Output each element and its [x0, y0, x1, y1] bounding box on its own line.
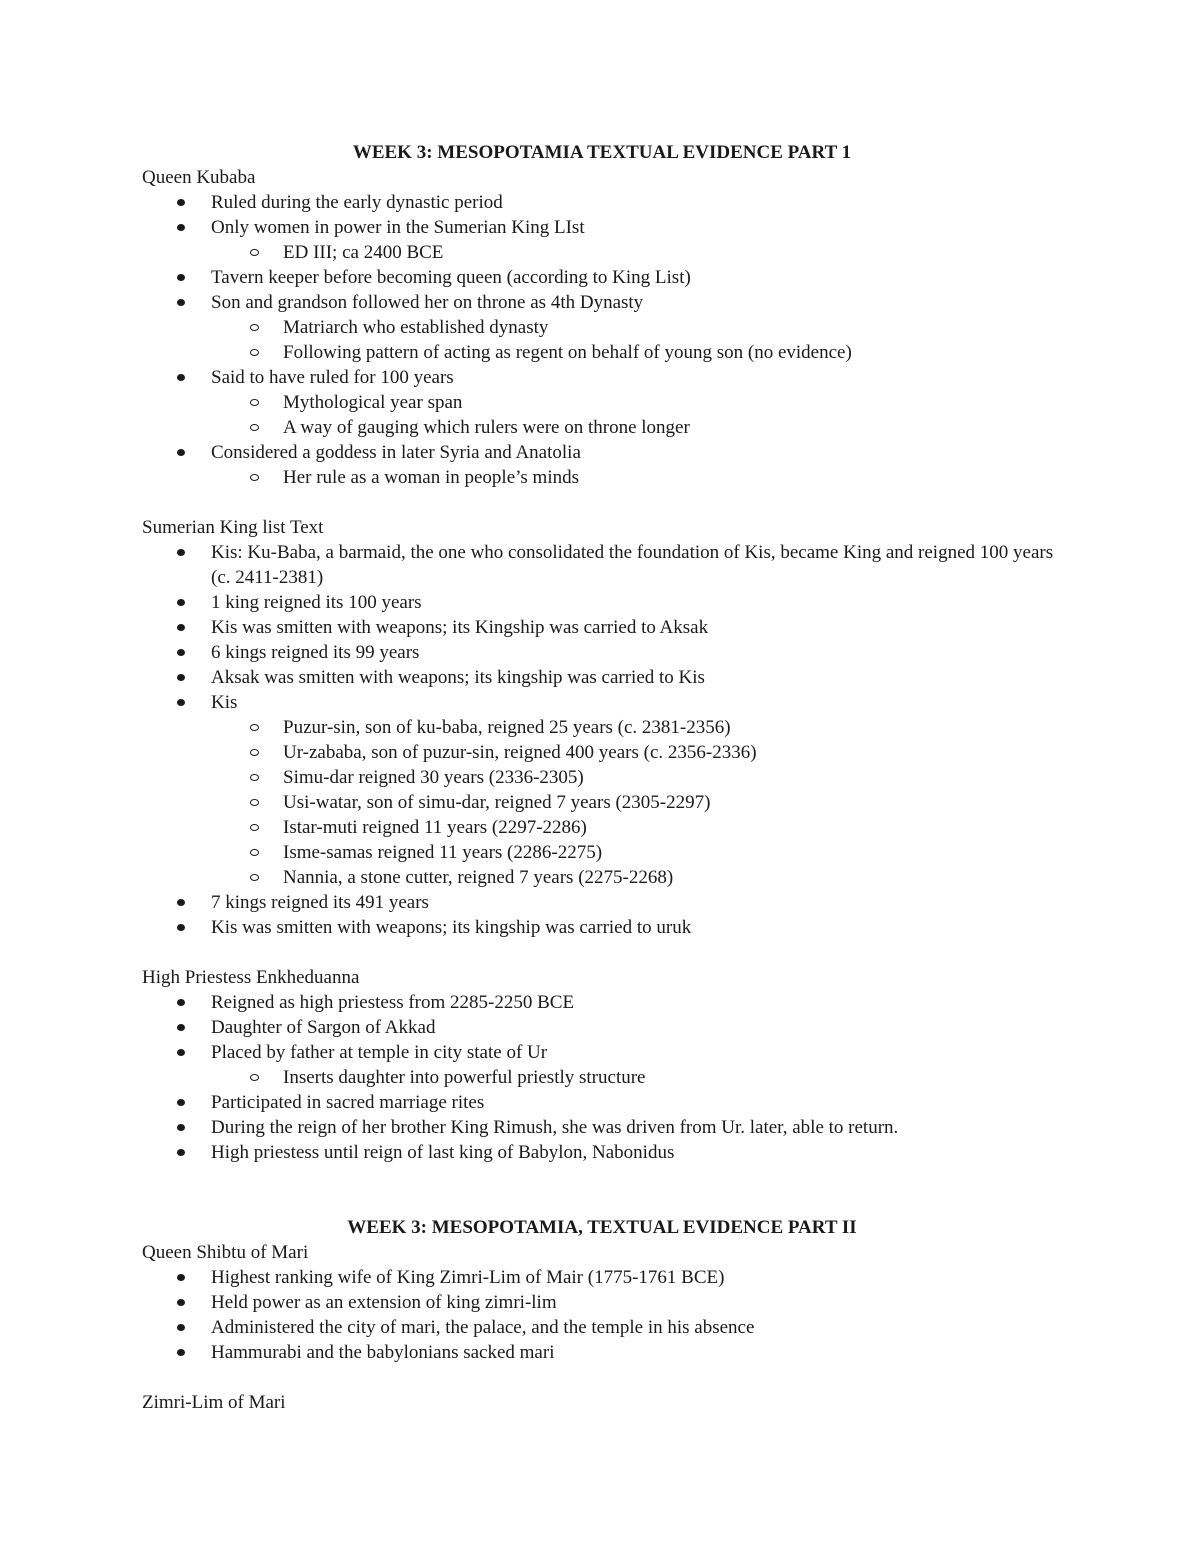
bullet-dot-icon [177, 449, 185, 456]
bullet-dot-icon [177, 1299, 185, 1306]
list-item [142, 590, 1062, 615]
list-item [142, 915, 1062, 940]
list-item [142, 890, 1062, 915]
bullet-list-kubaba [142, 190, 1062, 490]
bullet-circle-icon [250, 474, 259, 481]
bullet-dot-icon [177, 224, 185, 231]
bullet-circle-icon [250, 824, 259, 831]
list-item [142, 665, 1062, 690]
bullet-circle-icon [250, 774, 259, 781]
bullet-list-enkheduanna [142, 990, 1062, 1165]
list-item-text: Kis was smitten with weapons; its kingship was carried to uruk [211, 917, 692, 938]
bullet-dot-icon [177, 1124, 185, 1131]
bullet-dot-icon [177, 674, 185, 681]
list-item [142, 440, 1062, 490]
sub-list-item [142, 865, 1062, 890]
spacer [142, 1165, 1062, 1215]
sub-list-item [142, 815, 1062, 840]
list-item-text: Highest ranking wife of King Zimri-Lim of Mair (1775-1761 BCE) [211, 1267, 725, 1288]
sub-list-item [142, 1065, 1062, 1090]
bullet-circle-icon [250, 399, 259, 406]
bullet-circle-icon [250, 324, 259, 331]
spacer [142, 940, 1062, 965]
list-item [142, 540, 1062, 590]
sub-list-item-text: Istar-muti reigned 11 years (2297-2286) [283, 817, 587, 838]
list-item-text: Reigned as high priestess from 2285-2250 BCE [211, 992, 575, 1013]
list-item [142, 1340, 1062, 1365]
bullet-dot-icon [177, 374, 185, 381]
bullet-dot-icon [177, 649, 185, 656]
bullet-dot-icon [177, 599, 185, 606]
sub-list-item-text: ED III; ca 2400 BCE [283, 242, 444, 263]
list-item [142, 1090, 1062, 1115]
bullet-circle-icon [250, 724, 259, 731]
bullet-dot-icon [177, 1149, 185, 1156]
spacer [142, 490, 1062, 515]
list-item-text: Tavern keeper before becoming queen (according to King List) [211, 267, 691, 288]
bullet-dot-icon [177, 924, 185, 931]
sub-bullet-list [211, 715, 1062, 890]
list-item [142, 190, 1062, 215]
bullet-dot-icon [177, 1274, 185, 1281]
bullet-dot-icon [177, 1099, 185, 1106]
list-item-text: Son and grandson followed her on throne as 4th Dynasty [211, 292, 644, 313]
list-item-text: Hammurabi and the babylonians sacked mari [211, 1342, 555, 1363]
list-item-text: Aksak was smitten with weapons; its kingship was carried to Kis [211, 667, 705, 688]
list-item [142, 1040, 1062, 1090]
list-item [142, 640, 1062, 665]
sub-list-item-text: Following pattern of acting as regent on behalf of young son (no evidence) [283, 342, 852, 363]
bullet-dot-icon [177, 274, 185, 281]
sub-list-item [142, 340, 1062, 365]
list-item-text: 1 king reigned its 100 years [211, 592, 422, 613]
sub-list-item-text: Simu-dar reigned 30 years (2336-2305) [283, 767, 584, 788]
bullet-circle-icon [250, 749, 259, 756]
list-item-text: Ruled during the early dynastic period [211, 192, 503, 213]
list-item-text: Only women in power in the Sumerian King LIst [211, 217, 585, 238]
list-item [142, 990, 1062, 1015]
list-item-text: Administered the city of mari, the palace, and the temple in his absence [211, 1317, 755, 1338]
list-item [142, 615, 1062, 640]
list-item-text: Participated in sacred marriage rites [211, 1092, 485, 1113]
sub-list-item [142, 465, 1062, 490]
list-item [142, 1140, 1062, 1165]
document-page [142, 140, 1062, 1415]
bullet-list-shibtu [142, 1265, 1062, 1365]
list-item-text: 7 kings reigned its 491 years [211, 892, 429, 913]
sub-list-item-text: Mythological year span [283, 392, 463, 413]
sub-list-item [142, 740, 1062, 765]
list-item-text: 6 kings reigned its 99 years [211, 642, 420, 663]
sub-list-item [142, 790, 1062, 815]
list-item [142, 290, 1062, 365]
list-item-text: During the reign of her brother King Rimush, she was driven from Ur. later, able to return. [211, 1117, 899, 1138]
bullet-circle-icon [250, 849, 259, 856]
section-heading-zimri-lim: Zimri-Lim of Mari [142, 1392, 286, 1413]
section-heading-king-list: Sumerian King list Text [142, 517, 324, 538]
bullet-dot-icon [177, 624, 185, 631]
sub-list-item-text: Usi-watar, son of simu-dar, reigned 7 years (2305-2297) [283, 792, 711, 813]
sub-list-item [142, 240, 1062, 265]
bullet-dot-icon [177, 999, 185, 1006]
sub-list-item [142, 415, 1062, 440]
bullet-dot-icon [177, 1324, 185, 1331]
bullet-list-king-list [142, 540, 1062, 940]
sub-list-item-text: Nannia, a stone cutter, reigned 7 years (2275-2268) [283, 867, 674, 888]
list-item-text: Placed by father at temple in city state of Ur [211, 1042, 548, 1063]
bullet-dot-icon [177, 1049, 185, 1056]
sub-list-item [142, 315, 1062, 340]
sub-bullet-list [211, 1065, 1062, 1090]
bullet-circle-icon [250, 874, 259, 881]
list-item-text: Considered a goddess in later Syria and Anatolia [211, 442, 581, 463]
sub-list-item [142, 840, 1062, 865]
list-item-text: Kis: Ku-Baba, a barmaid, the one who consolidated the foundation of Kis, became King and reigned 100 years (c. 2411-2381) [211, 542, 1054, 588]
sub-bullet-list [211, 240, 1062, 265]
sub-bullet-list [211, 315, 1062, 365]
list-item-text: Kis [211, 692, 238, 713]
sub-list-item [142, 765, 1062, 790]
sub-bullet-list [211, 465, 1062, 490]
list-item [142, 1290, 1062, 1315]
list-item [142, 365, 1062, 440]
sub-bullet-list [211, 390, 1062, 440]
section-heading-shibtu: Queen Shibtu of Mari [142, 1242, 309, 1263]
bullet-circle-icon [250, 424, 259, 431]
sub-list-item [142, 390, 1062, 415]
list-item-text: Daughter of Sargon of Akkad [211, 1017, 436, 1038]
sub-list-item-text: Isme-samas reigned 11 years (2286-2275) [283, 842, 603, 863]
bullet-dot-icon [177, 1349, 185, 1356]
list-item-text: Said to have ruled for 100 years [211, 367, 454, 388]
bullet-dot-icon [177, 299, 185, 306]
sub-list-item-text: Puzur-sin, son of ku-baba, reigned 25 years (c. 2381-2356) [283, 717, 731, 738]
list-item [142, 1015, 1062, 1040]
list-item-text: High priestess until reign of last king of Babylon, Nabonidus [211, 1142, 675, 1163]
bullet-circle-icon [250, 1074, 259, 1081]
list-item-text: Kis was smitten with weapons; its Kingship was carried to Aksak [211, 617, 709, 638]
sub-list-item-text: A way of gauging which rulers were on throne longer [283, 417, 690, 438]
part1-title: WEEK 3: MESOPOTAMIA TEXTUAL EVIDENCE PART 1 [352, 142, 852, 163]
bullet-dot-icon [177, 549, 185, 556]
list-item [142, 215, 1062, 265]
bullet-dot-icon [177, 1024, 185, 1031]
list-item [142, 1315, 1062, 1340]
list-item-text: Held power as an extension of king zimri-lim [211, 1292, 557, 1313]
bullet-circle-icon [250, 249, 259, 256]
list-item [142, 1115, 1062, 1140]
part2-title: WEEK 3: MESOPOTAMIA, TEXTUAL EVIDENCE PART II [347, 1217, 857, 1238]
sub-list-item-text: Ur-zababa, son of puzur-sin, reigned 400 years (c. 2356-2336) [283, 742, 757, 763]
section-heading-kubaba: Queen Kubaba [142, 167, 256, 188]
list-item [142, 265, 1062, 290]
bullet-dot-icon [177, 699, 185, 706]
bullet-circle-icon [250, 799, 259, 806]
list-item [142, 690, 1062, 890]
section-heading-enkheduanna: High Priestess Enkheduanna [142, 967, 360, 988]
sub-list-item [142, 715, 1062, 740]
bullet-dot-icon [177, 899, 185, 906]
bullet-circle-icon [250, 349, 259, 356]
bullet-dot-icon [177, 199, 185, 206]
sub-list-item-text: Her rule as a woman in people’s minds [283, 467, 580, 488]
sub-list-item-text: Matriarch who established dynasty [283, 317, 549, 338]
list-item [142, 1265, 1062, 1290]
spacer [142, 1365, 1062, 1390]
sub-list-item-text: Inserts daughter into powerful priestly structure [283, 1067, 646, 1088]
